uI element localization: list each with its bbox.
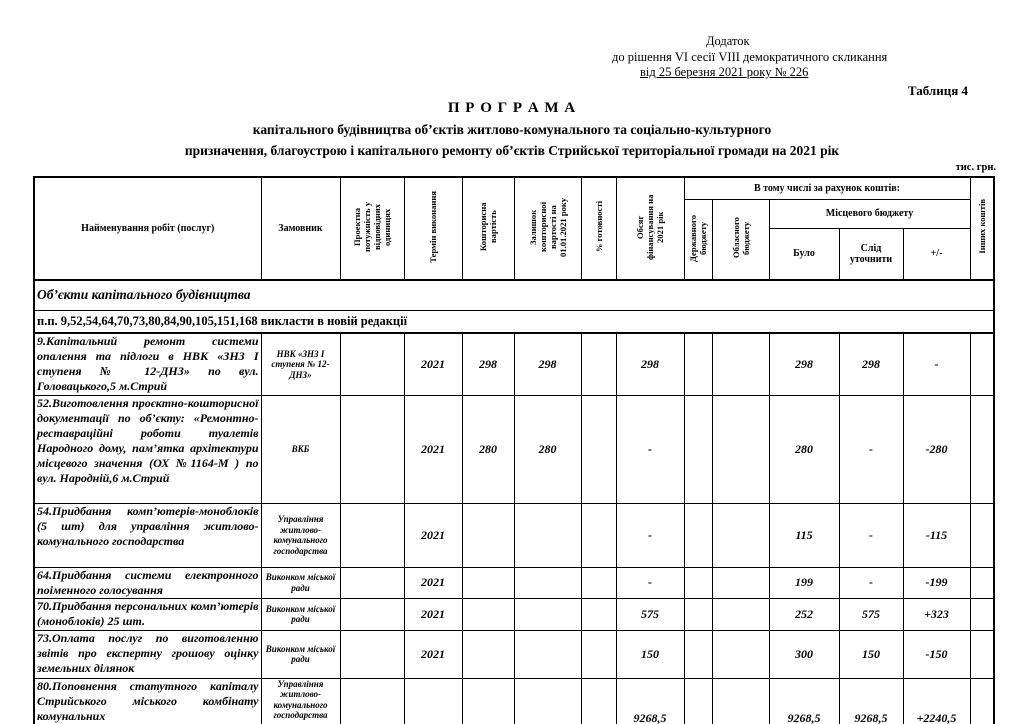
cell-customer: НВК «ЗНЗ І ступеня № 12-ДНЗ»: [261, 333, 340, 395]
cell-to-clarify: -: [839, 503, 903, 567]
cell-was: 252: [769, 598, 839, 630]
table-row: [34, 567, 994, 598]
cell-remainder: [514, 630, 581, 678]
cell-estimate: 298: [462, 333, 514, 395]
decision-reference: до рішення VI сесії VIII демократичного скликання: [612, 49, 888, 64]
funding-vertical-label: Обсяг фінансування на 2021 рік: [635, 194, 665, 260]
cell-oblast-budget: [712, 630, 769, 678]
cell-capacity: [340, 598, 404, 630]
table-row: [34, 333, 994, 395]
cell-to-clarify: 150: [839, 630, 903, 678]
cell-remainder: 280: [514, 395, 581, 503]
cell-term: 2021: [404, 598, 462, 630]
col-header-other-funds: [970, 177, 994, 280]
cell-delta: +2240,5: [903, 678, 970, 724]
cell-state-budget: [684, 678, 712, 724]
table-row: [34, 598, 994, 630]
cell-readiness: [581, 395, 616, 503]
cell-delta: -199: [903, 567, 970, 598]
table-row: [34, 678, 994, 724]
col-header-was: Було: [769, 229, 839, 280]
col-header-remainder: [514, 177, 581, 280]
cell-work-name: 54.Придбання комп’ютерів-моноблоків (5 шт) для управління житлово-комунального господарства: [34, 503, 261, 567]
cell-funding: 575: [616, 598, 684, 630]
table-body: [34, 280, 994, 724]
col-header-capacity: [340, 177, 404, 280]
col-header-local-budget: Місцевого бюджету: [769, 199, 970, 229]
cell-state-budget: [684, 598, 712, 630]
program-table: [33, 176, 995, 724]
col-header-state-budget: [684, 199, 712, 280]
cell-capacity: [340, 395, 404, 503]
cell-funding: -: [616, 395, 684, 503]
cell-other-funds: [970, 630, 994, 678]
col-header-funding: [616, 177, 684, 280]
cell-term: 2021: [404, 567, 462, 598]
cell-readiness: [581, 630, 616, 678]
cell-delta: -: [903, 333, 970, 395]
cell-customer: Виконком міської ради: [261, 567, 340, 598]
cell-delta: -115: [903, 503, 970, 567]
col-header-readiness: [581, 177, 616, 280]
program-title: П Р О Г Р А М А: [447, 100, 577, 116]
cell-funding: 9268,5: [616, 678, 684, 724]
cell-capacity: [340, 678, 404, 724]
cell-work-name: 73.Оплата послуг по виготовленню звітів про експертну грошову оцінку земельних ділянок: [34, 630, 261, 678]
state-budget-vertical-label: Державного бюджету: [688, 214, 708, 262]
cell-state-budget: [684, 567, 712, 598]
cell-remainder: [514, 567, 581, 598]
cell-other-funds: [970, 567, 994, 598]
cell-readiness: [581, 333, 616, 395]
section-row: [34, 280, 994, 310]
cell-state-budget: [684, 395, 712, 503]
cell-to-clarify: 298: [839, 333, 903, 395]
cell-term: 2021: [404, 630, 462, 678]
cell-delta: +323: [903, 598, 970, 630]
cell-customer: Управління житлово-комунального господарства: [261, 678, 340, 724]
cell-readiness: [581, 678, 616, 724]
cell-oblast-budget: [712, 598, 769, 630]
cell-was: 115: [769, 503, 839, 567]
col-header-term: [404, 177, 462, 280]
cell-remainder: [514, 678, 581, 724]
cell-capacity: [340, 333, 404, 395]
cell-remainder: [514, 598, 581, 630]
cell-oblast-budget: [712, 503, 769, 567]
cell-was: 9268,5: [769, 678, 839, 724]
cell-term: 2021: [404, 395, 462, 503]
table-row: [34, 503, 994, 567]
cell-funding: 298: [616, 333, 684, 395]
cell-was: 199: [769, 567, 839, 598]
cell-customer: Виконком міської ради: [261, 598, 340, 630]
cell-to-clarify: -: [839, 395, 903, 503]
cell-work-name: 64.Придбання системи електронного поіменного голосування: [34, 567, 261, 598]
cell-delta: -150: [903, 630, 970, 678]
cell-funding: 150: [616, 630, 684, 678]
cell-term: [404, 678, 462, 724]
cell-work-name: 80.Поповнення статутного капіталу Стрийського міського комбінату комунальних: [34, 678, 261, 724]
cell-customer: Виконком міської ради: [261, 630, 340, 678]
units-note: тис. грн.: [955, 162, 996, 173]
section-title: Об’єкти капітального будівництва: [34, 280, 994, 310]
cell-estimate: [462, 567, 514, 598]
estimate-vertical-label: Кошторисна вартість: [478, 202, 498, 252]
cell-estimate: [462, 503, 514, 567]
cell-readiness: [581, 567, 616, 598]
cell-capacity: [340, 630, 404, 678]
other-funds-vertical-label: Інших коштів: [976, 199, 987, 255]
cell-was: 298: [769, 333, 839, 395]
col-header-delta: +/-: [903, 229, 970, 280]
col-header-customer: Замовник: [261, 177, 340, 280]
cell-delta: -280: [903, 395, 970, 503]
cell-other-funds: [970, 503, 994, 567]
cell-readiness: [581, 598, 616, 630]
cell-other-funds: [970, 678, 994, 724]
program-title-block: [0, 100, 1024, 159]
cell-work-name: 52.Виготовлення проєктно-кошторисної документації по об’єкту: «Ремонтно-реставраційні роботи туалетів Народного дому, пам’ятка архітектури місцевого значення (ОХ №1164-М ) по вул. Народній,6 м.Стрий: [34, 395, 261, 503]
cell-capacity: [340, 567, 404, 598]
cell-estimate: [462, 678, 514, 724]
program-subtitle-2: призначення, благоустрою і капітального ремонту об’єктів Стрийської територіальної громади на 2021 рік: [184, 143, 840, 158]
table-header: [34, 177, 994, 280]
table-row: [34, 630, 994, 678]
oblast-budget-vertical-label: Обласного бюджету: [730, 217, 751, 258]
cell-readiness: [581, 503, 616, 567]
cell-customer: ВКБ: [261, 395, 340, 503]
cell-estimate: [462, 598, 514, 630]
cell-state-budget: [684, 333, 712, 395]
cell-state-budget: [684, 630, 712, 678]
table-row: [34, 395, 994, 503]
cell-other-funds: [970, 598, 994, 630]
col-header-including: В тому числі за рахунок коштів:: [684, 177, 970, 199]
cell-oblast-budget: [712, 333, 769, 395]
cell-capacity: [340, 503, 404, 567]
term-vertical-label: Термін виконання: [428, 190, 438, 263]
cell-oblast-budget: [712, 567, 769, 598]
cell-to-clarify: -: [839, 567, 903, 598]
cell-customer: Управління житлово-комунального господарства: [261, 503, 340, 567]
readiness-vertical-label: % готовності: [593, 201, 604, 253]
cell-other-funds: [970, 333, 994, 395]
capacity-vertical-label: Проектна потужність у відповідних одиницях: [352, 201, 392, 252]
cell-oblast-budget: [712, 395, 769, 503]
cell-estimate: [462, 630, 514, 678]
cell-was: 280: [769, 395, 839, 503]
cell-to-clarify: 575: [839, 598, 903, 630]
cell-term: 2021: [404, 503, 462, 567]
cell-remainder: 298: [514, 333, 581, 395]
appendix-block: [610, 34, 1012, 98]
cell-remainder: [514, 503, 581, 567]
cell-estimate: 280: [462, 395, 514, 503]
revision-note: п.п. 9,52,54,64,70,73,80,84,90,105,151,168 викласти в новій редакції: [34, 310, 994, 333]
cell-funding: -: [616, 567, 684, 598]
cell-work-name: 70.Придбання персональних комп’ютерів (моноблоків) 25 шт.: [34, 598, 261, 630]
program-subtitle-1: капітального будівництва об’єктів житлово-комунального та соціально-культурного: [252, 122, 772, 137]
cell-to-clarify: 9268,5: [839, 678, 903, 724]
cell-term: 2021: [404, 333, 462, 395]
col-header-oblast-budget: [712, 199, 769, 280]
decision-date-number: від 25 березня 2021 року № 226: [640, 65, 809, 79]
cell-funding: -: [616, 503, 684, 567]
cell-state-budget: [684, 503, 712, 567]
col-header-estimate: [462, 177, 514, 280]
cell-other-funds: [970, 395, 994, 503]
cell-oblast-budget: [712, 678, 769, 724]
cell-was: 300: [769, 630, 839, 678]
cell-work-name: 9.Капітальний ремонт системи опалення та підлоги в НВК «ЗНЗ І ступеня № 12-ДНЗ» по вул. Головацького,5 м.Стрий: [34, 333, 261, 395]
col-header-to-clarify: Слід уточнити: [839, 229, 903, 280]
table-number-label: Таблиця 4: [907, 82, 968, 98]
note-row: [34, 310, 994, 333]
col-header-work-name: Найменування робіт (послуг): [34, 177, 261, 280]
appendix-label: Додаток: [706, 34, 750, 48]
remainder-vertical-label: Залишок кошторисної вартості на 01.01.2021 року: [527, 197, 568, 257]
